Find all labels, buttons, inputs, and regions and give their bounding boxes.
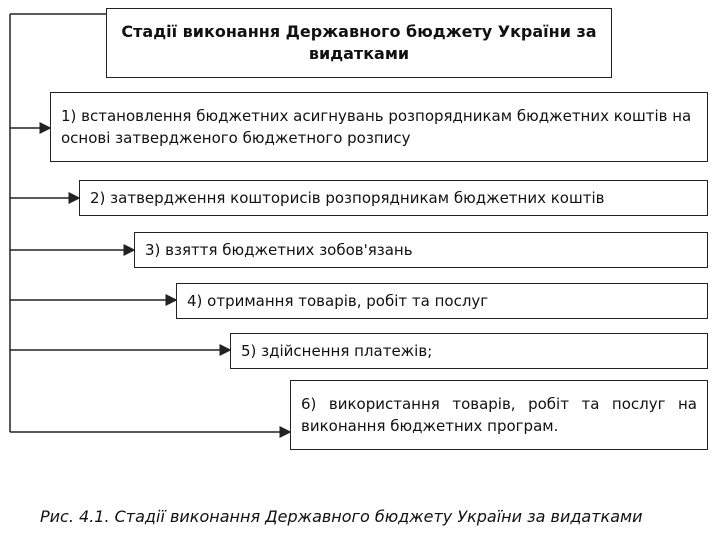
diagram-title: Стадії виконання Державного бюджету України за видатками	[121, 22, 597, 63]
stage-box-6	[290, 380, 708, 450]
stage-box-1	[50, 92, 708, 162]
stage-text-5: 5) здійснення платежів;	[241, 342, 433, 360]
stage-text-1: 1) встановлення бюджетних асигнувань розпорядникам бюджетних коштів на основі затвердженого бюджетного розпису	[61, 107, 692, 147]
stage-text-3: 3) взяття бюджетних зобов'язань	[145, 241, 413, 259]
diagram-title-box	[106, 8, 612, 78]
stage-text-2: 2) затвердження кошторисів розпорядникам бюджетних коштів	[90, 189, 605, 207]
stage-box-5	[230, 333, 708, 369]
stage-box-4	[176, 283, 708, 319]
stage-text-6: 6) використання товарів, робіт та послуг на виконання бюджетних програм.	[301, 395, 697, 435]
stage-text-4: 4) отримання товарів, робіт та послуг	[187, 292, 489, 310]
stage-box-2	[79, 180, 708, 216]
figure-caption: Рис. 4.1. Стадії виконання Державного бюджету України за видатками	[40, 507, 643, 526]
stage-box-3	[134, 232, 708, 268]
